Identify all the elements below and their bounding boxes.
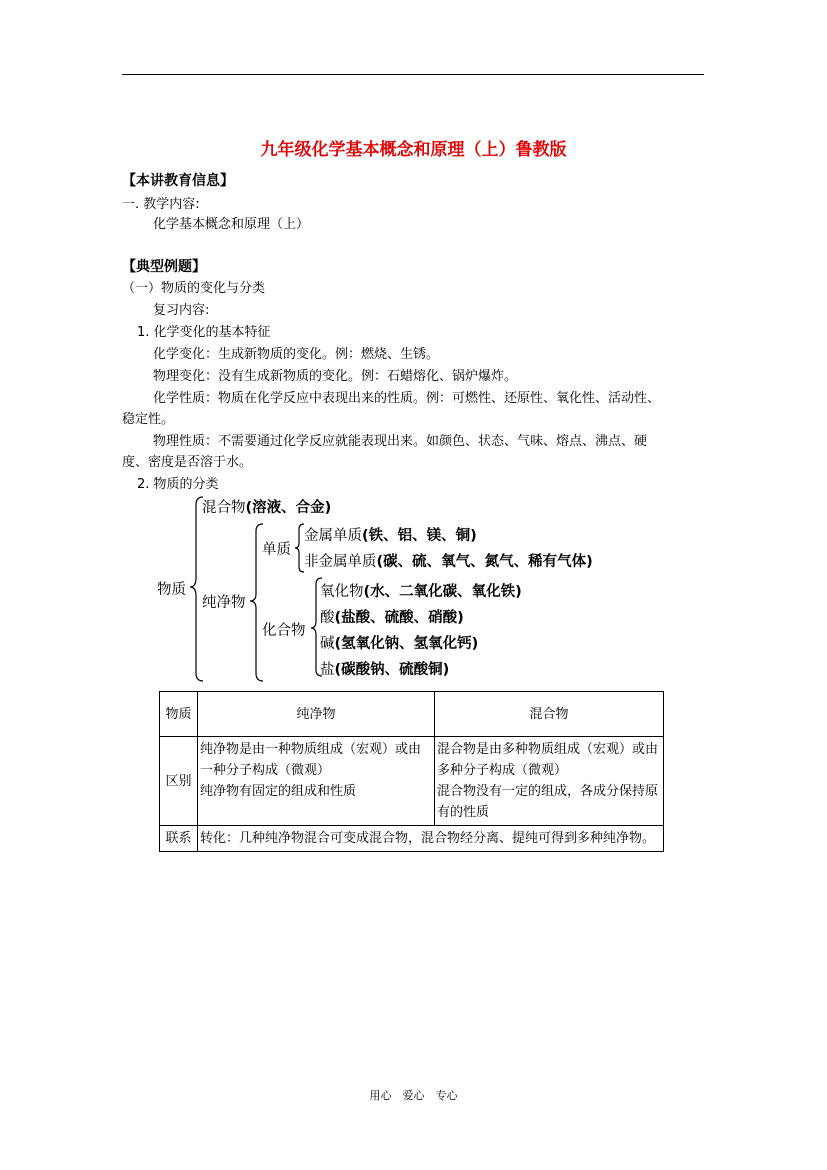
tree-pure: 纯净物 (202, 595, 246, 611)
metal-label: 金属单质 (304, 528, 362, 544)
point-2: 2. 物质的分类 (137, 477, 219, 492)
review-label: 复习内容: (153, 303, 210, 318)
text-line: 度、密度是否溶于水。 (122, 455, 253, 470)
tree-metal (304, 524, 477, 545)
tree-oxide (320, 580, 522, 601)
subsection-title: （一）物质的变化与分类 (122, 281, 266, 296)
header-cell: 物质 (160, 692, 198, 737)
metal-detail: (铁、铝、镁、铜) (362, 528, 477, 544)
mixture-label: 混合物 (202, 500, 246, 516)
table-cell (435, 737, 664, 826)
oxide-label: 氧化物 (320, 584, 364, 600)
tree-element: 单质 (262, 542, 291, 558)
page-title: 九年级化学基本概念和原理（上）鲁教版 (260, 140, 567, 160)
point-1: 1. 化学变化的基本特征 (137, 325, 271, 340)
section-heading-info: 【本讲教育信息】 (122, 173, 234, 189)
teaching-content: 化学基本概念和原理（上） (153, 217, 310, 232)
cell-line: 纯净物是由一种物质组成（宏观）或由一种分子构成（微观） (200, 742, 422, 778)
salt-label: 盐 (320, 662, 335, 678)
oxide-detail: (水、二氧化碳、氧化铁) (363, 584, 522, 600)
tree-root: 物质 (157, 582, 186, 598)
acid-label: 酸 (320, 610, 335, 626)
tree-salt (320, 658, 449, 679)
table-cell (198, 737, 435, 826)
text-line: 稳定性。 (122, 412, 175, 427)
table-row (160, 692, 664, 737)
nonmetal-detail: (碳、硫、氧气、氮气、稀有气体) (376, 554, 593, 570)
text-line: 化学性质：物质在化学反应中表现出来的性质。例：可燃性、还原性、氧化性、活动性、 (153, 391, 661, 406)
tree-acid (320, 606, 464, 627)
text-line: 物理性质：不需要通过化学反应就能表现出来。如颜色、状态、气味、熔点、沸点、硬 (153, 434, 648, 449)
mixture-detail: (溶液、合金) (245, 500, 332, 516)
header-cell: 纯净物 (198, 692, 435, 737)
cell-line: 混合物是由多种物质组成（宏观）或由多种分子构成（微观） (437, 742, 659, 778)
text-line: 化学变化：生成新物质的变化。例：燃烧、生锈。 (153, 347, 440, 362)
row-label: 区别 (160, 737, 198, 826)
cell-line: 纯净物有固定的组成和性质 (200, 784, 357, 799)
tree-nonmetal (304, 550, 593, 571)
tree-base (320, 632, 478, 653)
base-label: 碱 (320, 636, 335, 652)
cell-line: 混合物没有一定的组成，各成分保持原有的性质 (437, 784, 659, 820)
header-cell: 混合物 (435, 692, 664, 737)
table-row (160, 737, 664, 826)
tree-mixture (202, 496, 331, 517)
footer: 用心 爱心 专心 (369, 1089, 458, 1102)
table-row (160, 826, 664, 852)
teaching-content-label: 一. 教学内容: (122, 197, 200, 212)
row-label: 联系 (160, 826, 198, 852)
acid-detail: (盐酸、硫酸、硝酸) (334, 610, 464, 626)
table-cell: 转化：几种纯净物混合可变成混合物，混合物经分离、提纯可得到多种纯净物。 (198, 826, 664, 852)
text-line: 物理变化：没有生成新物质的变化。例：石蜡熔化、锅炉爆炸。 (153, 369, 518, 384)
comparison-table (159, 691, 664, 852)
salt-detail: (碳酸钠、硫酸铜) (334, 662, 450, 678)
section-heading-examples: 【典型例题】 (122, 259, 206, 275)
nonmetal-label: 非金属单质 (304, 554, 377, 570)
base-detail: (氢氧化钠、氢氧化钙) (334, 636, 479, 652)
tree-compound: 化合物 (262, 623, 306, 639)
